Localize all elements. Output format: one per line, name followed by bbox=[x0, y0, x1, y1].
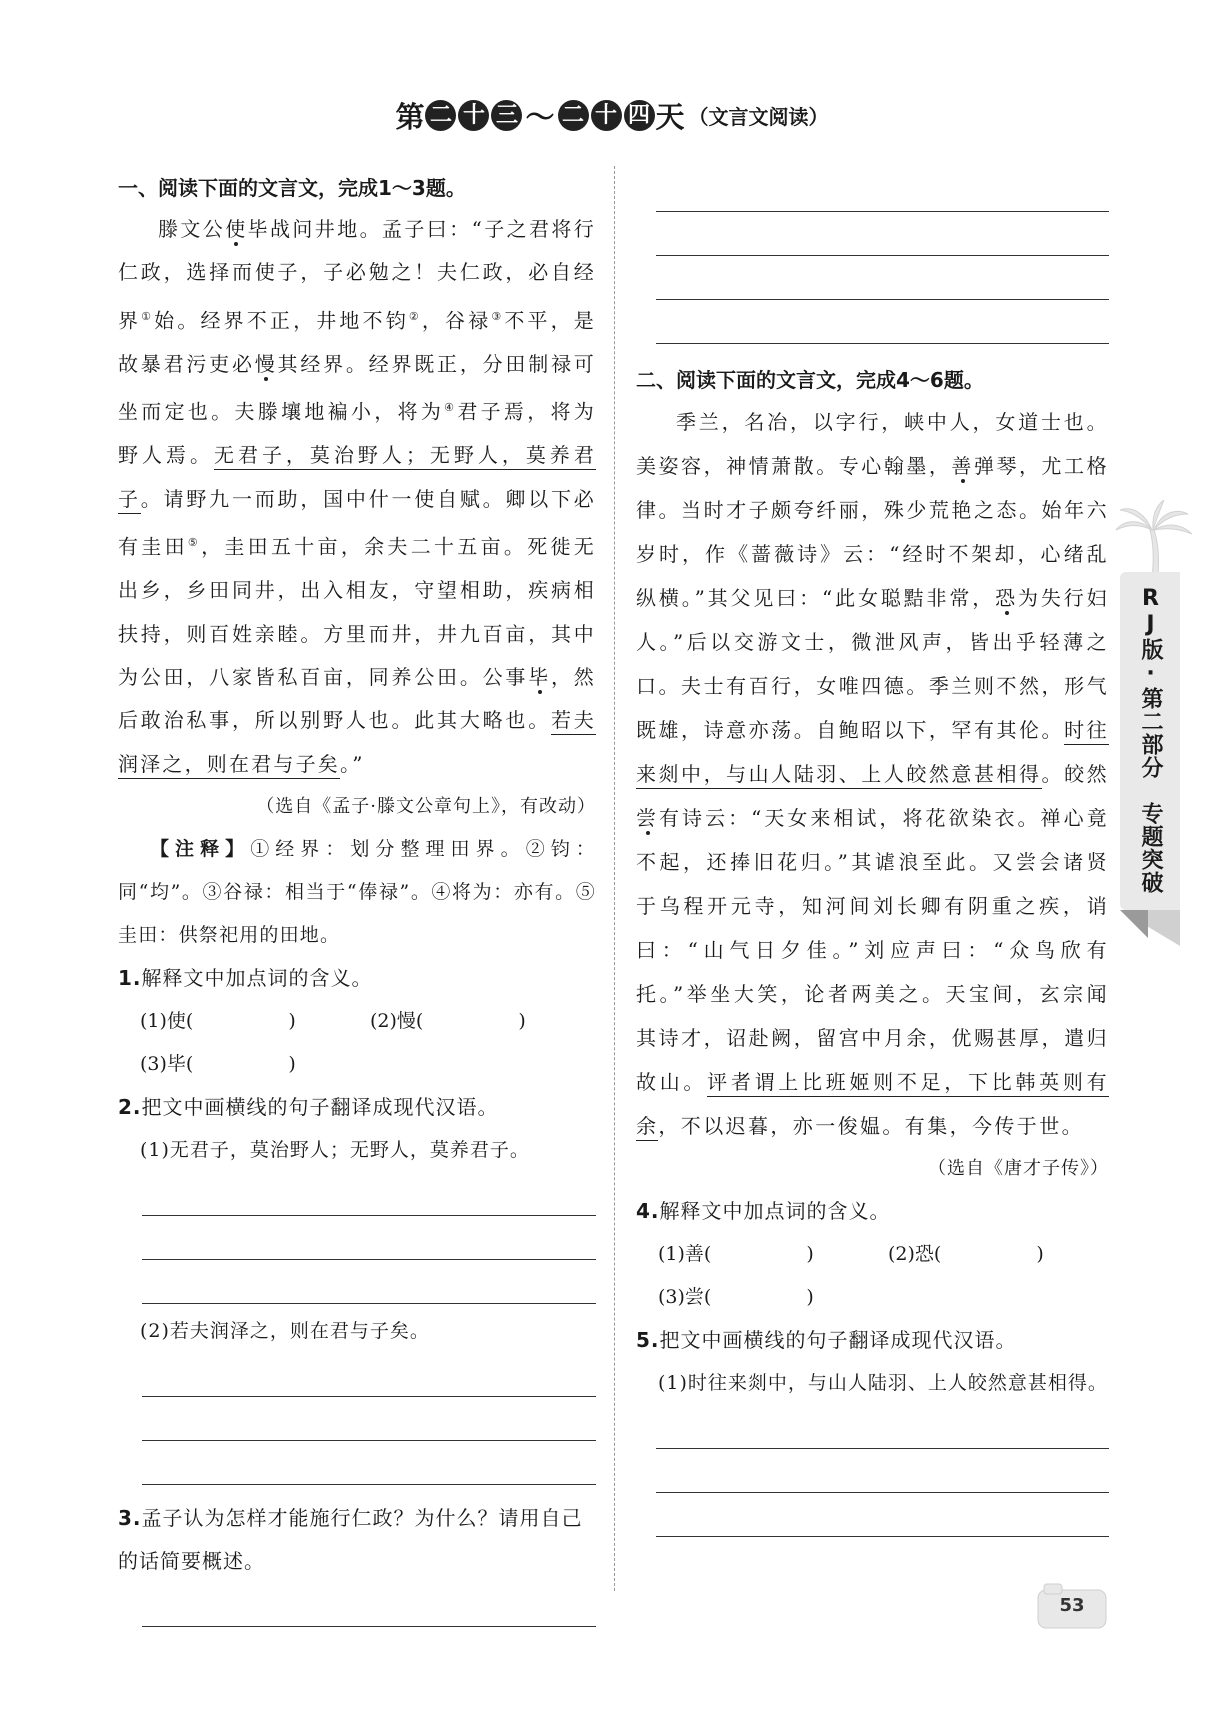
question-4 bbox=[636, 1190, 1109, 1233]
answer-line[interactable] bbox=[656, 256, 1109, 300]
passage-text: 始。经界不正，井地不钧 bbox=[154, 308, 409, 333]
passage-text: ，谷禄 bbox=[421, 308, 492, 333]
note-label: 【注释】 bbox=[150, 838, 251, 861]
question-2 bbox=[118, 1086, 596, 1129]
passage-text: 。皎然 bbox=[1041, 762, 1110, 786]
footnote-marker: ② bbox=[408, 309, 422, 323]
question-2-sub-1: (1)无君子，莫治野人；无野人，莫养君子。 bbox=[140, 1139, 530, 1162]
part2-passage bbox=[636, 400, 1109, 1148]
side-tab-text: RJ版·第二部分 专题突破 bbox=[1138, 586, 1163, 894]
question-4-number: 4. bbox=[636, 1199, 660, 1223]
question-3-number: 3. bbox=[118, 1506, 142, 1531]
title-digit-3: 三 bbox=[491, 100, 522, 131]
answer-line[interactable] bbox=[142, 1353, 596, 1397]
underlined-sentence: 时往来剡中，与山人陆羽、上人皎然意甚相得 bbox=[636, 718, 1109, 789]
passage-text: 有诗云：“天女来相试，将花欲染衣。禅心竟不起，还捧旧花归。”其谑浪至此。又尝会诸贤于乌程开元寺，知河间刘长卿有阴重之疾，诮曰：“山气日夕佳。”刘应声曰：“众鸟欣有托。”举坐大笑，论者两美之。天宝间，玄宗闻其诗才，诏赴阙，留宫中月余，优赐甚厚，遣归故山。 bbox=[636, 806, 1109, 1094]
page-number-badge bbox=[1036, 1582, 1108, 1630]
passage-text: 其经界。经界既正，分田制禄可坐而定也。夫滕壤地褊小，将为 bbox=[118, 351, 596, 424]
title-digit-2: 十 bbox=[458, 100, 489, 131]
part1-passage bbox=[118, 208, 596, 786]
underlined-sentence: 若夫润泽之，则在君与子矣 bbox=[118, 708, 596, 778]
footnote-marker: ④ bbox=[444, 401, 458, 415]
title-tilde: ～ bbox=[525, 99, 555, 134]
blank-4-3[interactable]: (3)尝( ) bbox=[658, 1286, 814, 1308]
question-1-blanks bbox=[118, 1000, 596, 1043]
question-4-blanks bbox=[636, 1233, 1109, 1276]
page-fold-icon bbox=[1120, 910, 1180, 946]
question-5-sub-1: (1)时往来剡中，与山人陆羽、上人皎然意甚相得。 bbox=[658, 1372, 1108, 1394]
question-1-blanks-row2 bbox=[118, 1043, 596, 1086]
answer-line[interactable] bbox=[656, 1449, 1109, 1493]
dotted-word: 毕 bbox=[528, 665, 551, 690]
passage-text: 滕文公 bbox=[158, 217, 226, 241]
title-subtitle: （文言文阅读） bbox=[688, 104, 829, 129]
blank-4-2[interactable]: (2)恐( ) bbox=[888, 1243, 1044, 1265]
answer-line[interactable] bbox=[656, 212, 1109, 256]
passage-text: 为失行妇人。”后以交游文士，微泄风声，皆出乎轻薄之口。夫士有百行，女唯四德。季兰则不然，形气既雄，诗意亦荡。自鲍昭以下，罕有其伦。 bbox=[636, 586, 1110, 742]
answer-line[interactable] bbox=[656, 1493, 1109, 1537]
question-1-number: 1. bbox=[118, 966, 142, 991]
part2-heading: 二、阅读下面的文言文，完成4～6题。 bbox=[636, 368, 984, 392]
dotted-word: 善 bbox=[951, 454, 974, 478]
answer-line[interactable] bbox=[142, 1260, 596, 1304]
question-1-text: 解释文中加点词的含义。 bbox=[141, 966, 373, 991]
answer-line[interactable] bbox=[656, 300, 1109, 344]
question-5-number: 5. bbox=[636, 1328, 660, 1352]
passage-text: 季兰，名冶，以字行，峡中人，女道士也。美姿容，神情萧散。专心翰墨， bbox=[636, 410, 1109, 478]
left-column bbox=[118, 168, 596, 1627]
part1-source: （选自《孟子·滕文公章句上》，有改动） bbox=[256, 796, 596, 818]
blank-4-1[interactable]: (1)善( ) bbox=[658, 1243, 814, 1265]
part2-source: （选自《唐才子传》） bbox=[928, 1158, 1109, 1179]
passage-text: 君子焉，将为野人焉。 bbox=[118, 399, 597, 468]
passage-text: 不平，是故暴君污吏必 bbox=[118, 308, 596, 376]
part1-heading: 一、阅读下面的文言文，完成1～3题。 bbox=[118, 176, 466, 200]
dotted-word: 使 bbox=[225, 217, 248, 241]
question-3 bbox=[118, 1497, 596, 1583]
passage-text: 毕战问井地。孟子曰：“子之君将行仁政，选择而使子，子必勉之！夫仁政，必自经界 bbox=[118, 217, 596, 333]
footnote-marker: ⑤ bbox=[187, 536, 202, 550]
column-divider bbox=[614, 166, 615, 1591]
title-digit-1: 二 bbox=[425, 100, 456, 131]
underlined-sentence: 评者谓上比班姬则不足，下比韩英则有余 bbox=[636, 1070, 1109, 1141]
answer-line[interactable] bbox=[142, 1172, 596, 1216]
right-column bbox=[636, 168, 1109, 1537]
part1-notes bbox=[118, 828, 596, 957]
passage-text: 弹琴，尤工格律。当时才子颇夸纤丽，殊少荒艳之态。始年六岁时，作《蔷薇诗》云：“经时不架却，心绪乱纵横。”其父见曰：“此女聪黠非常， bbox=[636, 454, 1109, 610]
page-number: 53 bbox=[1059, 1595, 1085, 1616]
title-suffix: 天 bbox=[655, 99, 685, 134]
side-tab bbox=[1120, 572, 1180, 910]
question-5 bbox=[636, 1319, 1109, 1362]
question-2-number: 2. bbox=[118, 1095, 142, 1120]
palm-tree-icon bbox=[1114, 500, 1194, 580]
passage-text: 。” bbox=[340, 751, 365, 776]
answer-line[interactable] bbox=[142, 1441, 596, 1485]
dotted-word: 恐 bbox=[995, 586, 1019, 610]
passage-text: ，圭田五十亩，余夫二十五亩。死徙无出乡，乡田同井，出入相友，守望相助，疾病相扶持，则百姓亲睦。方里而井，井九百亩，其中为公田，八家皆私百亩，同养公田。公事 bbox=[118, 534, 596, 690]
title-digit-6: 四 bbox=[624, 100, 655, 131]
question-2-text: 把文中画横线的句子翻译成现代汉语。 bbox=[141, 1095, 499, 1120]
blank-1-2[interactable]: (2)慢( ) bbox=[370, 1010, 526, 1033]
question-3-text: 孟子认为怎样才能施行仁政？为什么？请用自己的话简要概述。 bbox=[118, 1506, 583, 1574]
question-2-sub-2: (2)若夫润泽之，则在君与子矣。 bbox=[140, 1320, 430, 1343]
answer-line[interactable] bbox=[142, 1216, 596, 1260]
answer-line[interactable] bbox=[656, 1405, 1109, 1449]
blank-1-1[interactable]: (1)使( ) bbox=[140, 1010, 296, 1033]
note-text: ①经界：划分整理田界。②钧：同“均”。③谷禄：相当于“俸禄”。④将为：亦有。⑤圭田：供祭祀用的田地。 bbox=[118, 838, 596, 947]
question-4-text: 解释文中加点词的含义。 bbox=[659, 1199, 891, 1223]
dotted-word: 慢 bbox=[254, 351, 278, 376]
underlined-sentence: 无君子，莫治野人；无野人，莫养君子 bbox=[118, 443, 596, 513]
question-4-blanks-row2 bbox=[636, 1276, 1109, 1319]
title-digit-5: 十 bbox=[591, 100, 622, 131]
question-1 bbox=[118, 957, 596, 1000]
answer-line[interactable] bbox=[656, 168, 1109, 212]
passage-text: 。请野九一而助，国中什一使自赋。卿以下必有圭田 bbox=[118, 486, 597, 559]
passage-text: ，然后敢治私事，所以别野人也。此其大略也。 bbox=[118, 665, 596, 733]
passage-text: ，不以迟暮，亦一俊媪。有集，今传于世。 bbox=[658, 1114, 1085, 1138]
footnote-marker: ① bbox=[141, 309, 155, 323]
answer-line[interactable] bbox=[142, 1397, 596, 1441]
title-digit-4: 二 bbox=[558, 100, 589, 131]
blank-1-3[interactable]: (3)毕( ) bbox=[140, 1053, 296, 1076]
footnote-marker: ③ bbox=[491, 309, 505, 323]
dotted-word: 尝 bbox=[636, 806, 660, 830]
title-prefix: 第 bbox=[395, 99, 425, 134]
answer-line[interactable] bbox=[142, 1583, 596, 1627]
question-5-text: 把文中画横线的句子翻译成现代汉语。 bbox=[659, 1328, 1017, 1352]
page-title bbox=[0, 90, 1224, 140]
